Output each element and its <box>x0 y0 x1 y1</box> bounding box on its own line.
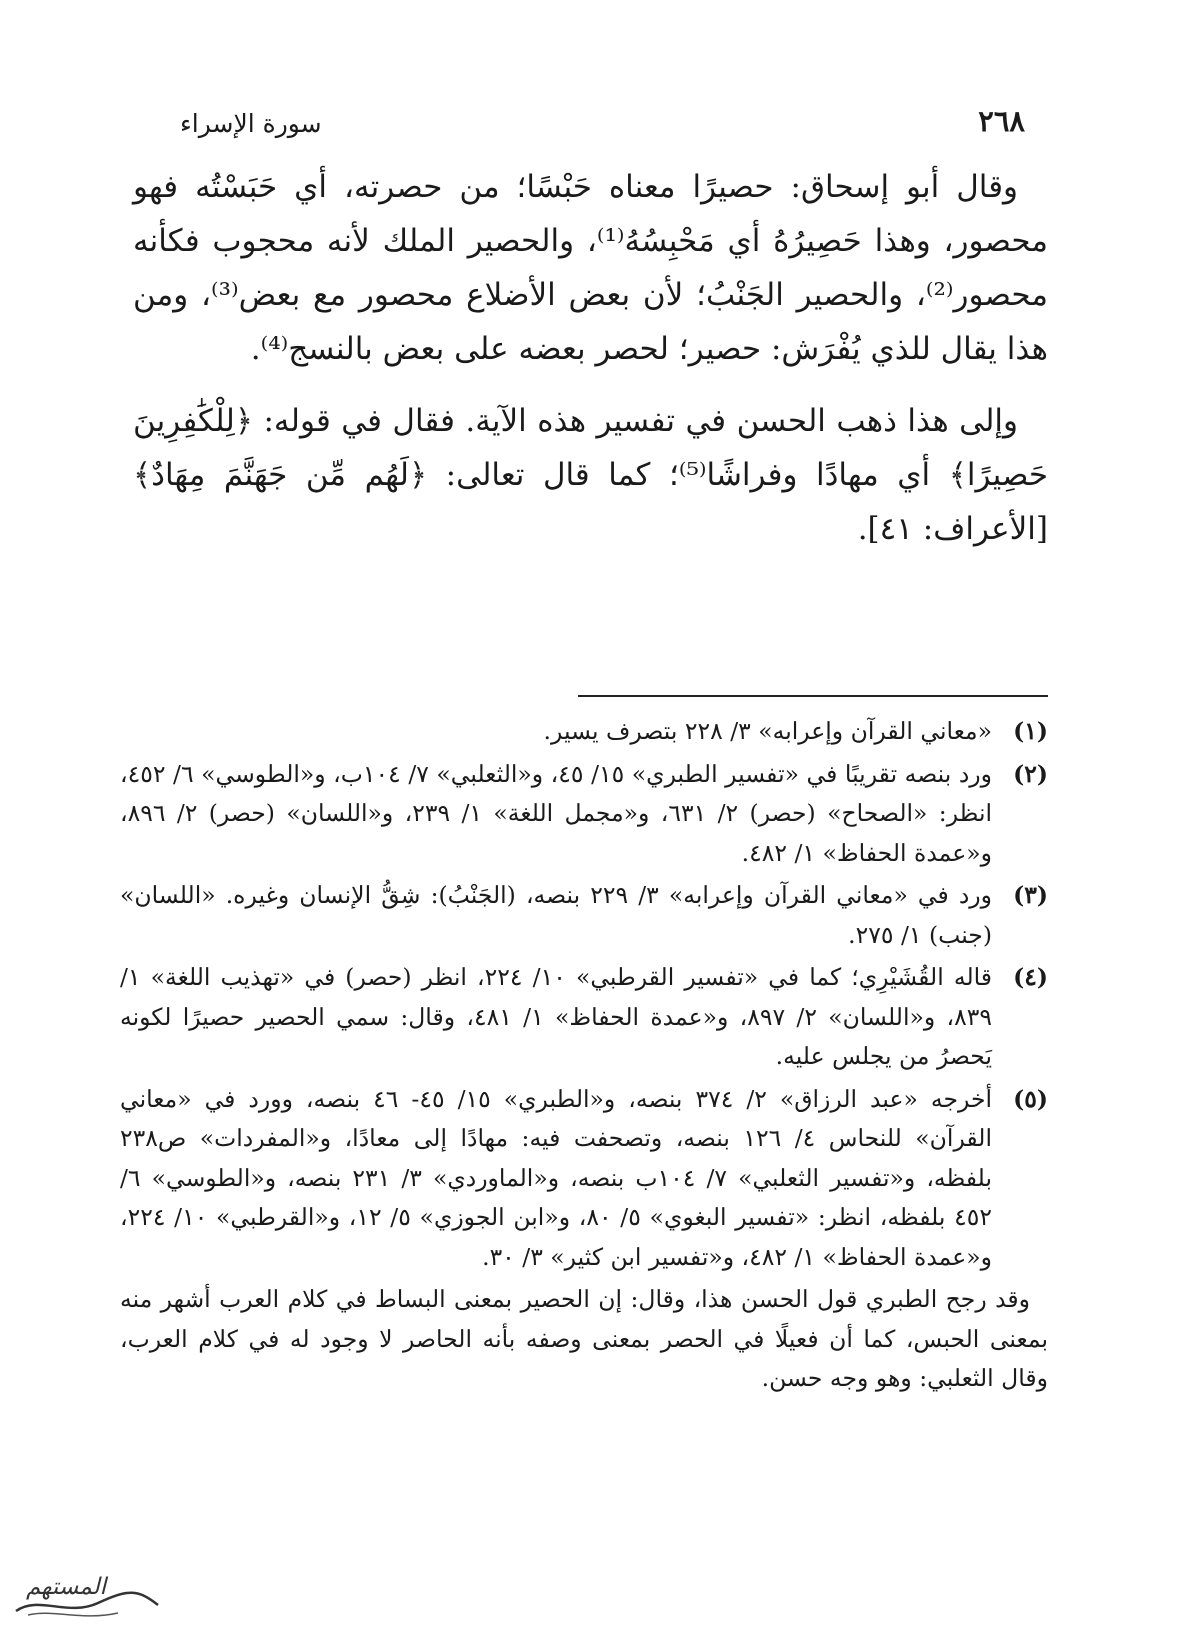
footnote-number: (٥) <box>1013 1084 1048 1113</box>
footnote-number: (٣) <box>1013 881 1048 909</box>
footnotes <box>120 712 1048 1399</box>
main-paragraph: وإلى هذا ذهب الحسن في تفسير هذه الآية. فقال في قوله: ﴿لِلْكَٰفِرِينَ حَصِيرًا﴾ أي مهادًا وفراشًا⁽⁵⁾؛ كما قال تعالى: ﴿لَهُم مِّن جَهَنَّمَ مِهَادٌ﴾ [الأعراف: ٤١]. <box>133 403 1048 547</box>
footnote-continuation: وقد رجح الطبري قول الحسن هذا، وقال: إن الحصير بمعنى البساط في كلام العرب أشهر منه بمعنى الحبس، كما أن فعيلًا في الحصر بمعنى وصفه بأنه الحاصر لا وجود له في كلام العرب، وقال الثعلبي: وهو وجه حسن. <box>120 1285 1048 1392</box>
footnote-text: ورد بنصه تقريبًا في «تفسير الطبري» ١٥/ ٤٥، و«الثعلبي» ٧/ ١٠٤ب، و«الطوسي» ٦/ ٤٥٢، انظر: «الصحاح» (حصر) ٢/ ٦٣١، و«مجمل اللغة» ١/ ٢٣٩، و«اللسان» (حصر) ٢/ ٨٩٦، و«عمدة الحفاظ» ١/ ٤٨٢. <box>120 759 993 867</box>
footnote <box>120 712 1048 752</box>
page-header <box>180 88 1025 138</box>
page-number: ٢٦٨ <box>978 104 1025 138</box>
footnote <box>120 755 1048 874</box>
footnote <box>120 958 1048 1077</box>
footnote-number: (١) <box>1013 717 1048 745</box>
footnote-text: «معاني القرآن وإعرابه» ٣/ ٢٢٨ بتصرف يسير. <box>543 717 992 745</box>
footnote-text: أخرجه «عبد الرزاق» ٢/ ٣٧٤ بنصه، و«الطبري» ١٥/ ٤٥- ٤٦ بنصه، وورد في «معاني القرآن» للنحاس ٤/ ١٢٦ بنصه، وتصحفت فيه: مهادًا إلى معادًا، و«المفردات» ص٢٣٨ بلفظه، و«تفسير الثعلبي» ٧/ ١٠٤ب بنصه، و«الماوردي» ٣/ ٢٣١ بنصه، و«الطوسي» ٦/ ٤٥٢ بلفظه، انظر: «تفسير البغوي» ٥/ ٨٠، و«ابن الجوزي» ٥/ ١٢، و«القرطبي» ١٠/ ٢٢٤، و«عمدة الحفاظ» ١/ ٤٨٢، و«تفسير ابن كثير» ٣/ ٣٠. <box>120 1084 993 1271</box>
footnote-text: قاله القُشَيْرِي؛ كما في «تفسير القرطبي» ١٠/ ٢٢٤، انظر (حصر) في «تهذيب اللغة» ١/ ٨٣٩، و«اللسان» ٢/ ٨٩٧، و«عمدة الحفاظ» ١/ ٤٨١، وقال: سمي الحصير حصيرًا لكونه يَحصرُ من يجلس عليه. <box>120 963 993 1070</box>
footnote-separator <box>578 695 1048 697</box>
watermark-text: المستهم <box>25 1574 107 1600</box>
surah-title: سورة الإسراء <box>180 109 322 138</box>
footnote-number: (٢) <box>1013 759 1048 788</box>
footnote <box>120 876 1048 955</box>
main-paragraph: وقال أبو إسحاق: حصيرًا معناه حَبْسًا؛ من حصرته، أي حَبَسْتُه فهو محصور، وهذا حَصِيرُهُ أي مَحْبِسُهُ⁽¹⁾، والحصير الملك لأنه محجوب فكأنه محصور⁽²⁾، والحصير الجَنْبُ؛ لأن بعض الأضلاع محصور مع بعض⁽³⁾، ومن هذا يقال للذي يُفْرَش: حصير؛ لحصر بعضه على بعض بالنسج⁽⁴⁾. <box>133 169 1048 367</box>
footnote-number: (٤) <box>1013 963 1048 991</box>
main-text <box>133 160 1048 556</box>
footnote <box>120 1080 1048 1278</box>
footnote-text: ورد في «معاني القرآن وإعرابه» ٣/ ٢٢٩ بنصه، (الجَنْبُ): شِقُّ الإنسان وغيره. «اللسان» (جنب) ١/ ٢٧٥. <box>120 881 993 949</box>
